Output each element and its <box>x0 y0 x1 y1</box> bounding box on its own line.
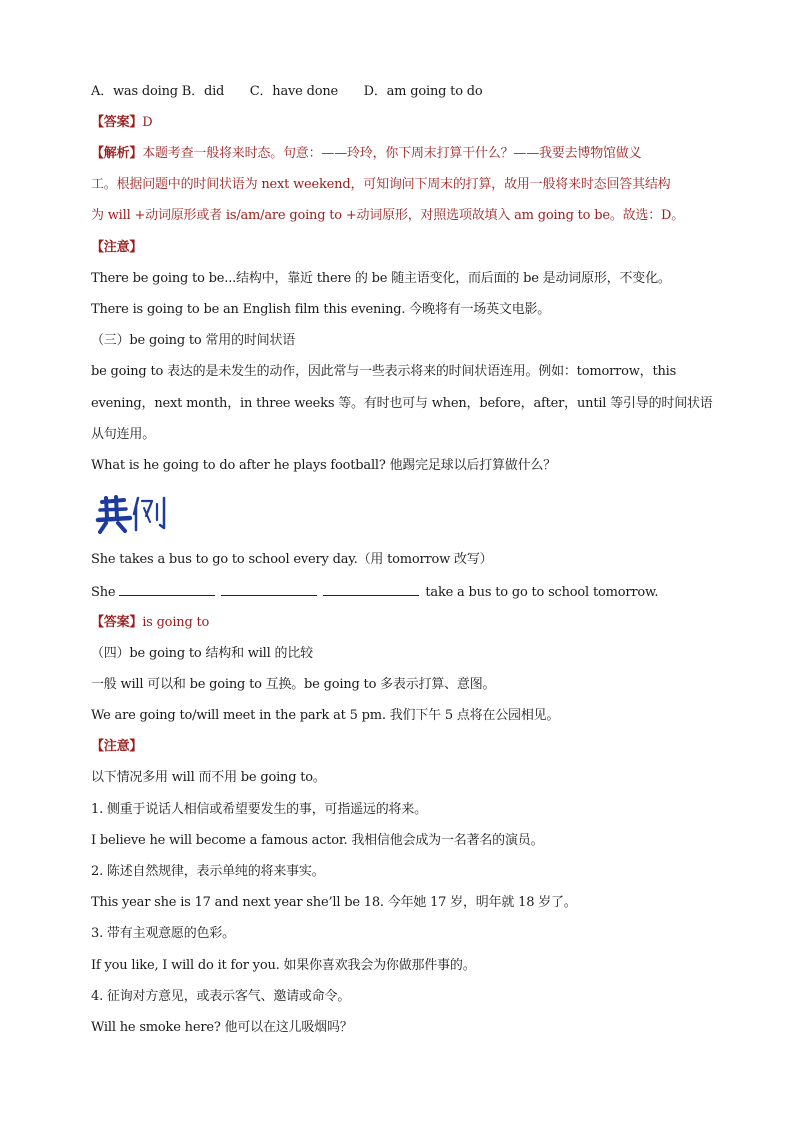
blank-2[interactable] <box>221 583 317 596</box>
note-tag-2: 【注意】 <box>91 739 143 754</box>
note-tag-1: 【注意】 <box>91 240 143 255</box>
analysis-line-1 <box>91 146 711 162</box>
point-3: 3. 带有主观意愿的色彩。 <box>91 926 235 941</box>
point-4-example: Will he smoke here? 他可以在这儿吸烟吗？ <box>91 1020 353 1035</box>
analysis-tag: 【解析】 <box>91 146 143 161</box>
answer-tag: 【答案】 <box>91 115 143 130</box>
section-3-line-1: be going to 表达的是未发生的动作，因此常与一些表示将来的时间状语连用。例如：tomorrow，this <box>91 364 677 379</box>
answer-2 <box>91 615 711 631</box>
answer-value: is going to <box>142 615 210 630</box>
exercise-sentence <box>91 583 711 601</box>
example-badge-icon <box>94 492 174 536</box>
blank-1[interactable] <box>119 583 215 596</box>
there-be-rule: There be going to be...结构中，靠近 there 的 be 随主语变化，而后面的 be 是动词原形，不变化。 <box>91 271 671 286</box>
section-3-line-2: evening，next month，in three weeks 等。有时也可与 when，before，after，until 等引导的时间状语 <box>91 396 713 411</box>
exercise-start: She <box>91 585 116 600</box>
analysis-text-1: 本题考查一般将来时态。句意：——玲玲，你下周末打算干什么？——我要去博物馆做义 <box>142 146 642 161</box>
blank-3[interactable] <box>323 583 419 596</box>
exercise-end: take a bus to go to school tomorrow. <box>425 585 659 600</box>
analysis-line-3: 为 will +动词原形或者 is/am/are going to +动词原形，对照选项故填入 am going to be。故选：D。 <box>91 208 685 223</box>
section-3-title: （三）be going to 常用的时间状语 <box>91 333 296 348</box>
point-2: 2. 陈述自然规律，表示单纯的将来事实。 <box>91 864 325 879</box>
point-1-example: I believe he will become a famous actor. 我相信他会成为一名著名的演员。 <box>91 833 544 848</box>
analysis-line-2: 工。根据问题中的时间状语为 next weekend，可知询问下周末的打算，故用一般将来时态回答其结构 <box>91 177 671 192</box>
section-4-line-1: 一般 will 可以和 be going to 互换。be going to 多表示打算、意图。 <box>91 677 496 692</box>
point-3-example: If you like, I will do it for you. 如果你喜欢我会为你做那件事的。 <box>91 958 476 973</box>
section-4-example: We are going to/will meet in the park at 5 pm. 我们下午 5 点将在公园相见。 <box>91 708 560 723</box>
point-2-example: This year she is 17 and next year she’ll be 18. 今年她 17 岁，明年就 18 岁了。 <box>91 895 577 910</box>
section-3-line-3: 从句连用。 <box>91 427 156 442</box>
section-4-title: （四）be going to 结构和 will 的比较 <box>91 646 313 661</box>
answer-tag: 【答案】 <box>91 615 143 630</box>
will-intro: 以下情况多用 will 而不用 be going to。 <box>91 770 326 785</box>
point-4: 4. 征询对方意见，或表示客气、邀请或命令。 <box>91 989 351 1004</box>
answer-value: D <box>142 115 153 130</box>
section-3-example: What is he going to do after he plays football? 他踢完足球以后打算做什么？ <box>91 458 556 473</box>
point-1: 1. 侧重于说话人相信或希望要发生的事，可指遥远的将来。 <box>91 802 427 817</box>
exercise-prompt: She takes a bus to go to school every day.（用 tomorrow 改写） <box>91 552 493 567</box>
question-options: A．was doing B．did C．have done D．am going to do <box>91 84 483 99</box>
there-be-example: There is going to be an English film this evening. 今晚将有一场英文电影。 <box>91 302 551 317</box>
answer-1 <box>91 115 711 131</box>
